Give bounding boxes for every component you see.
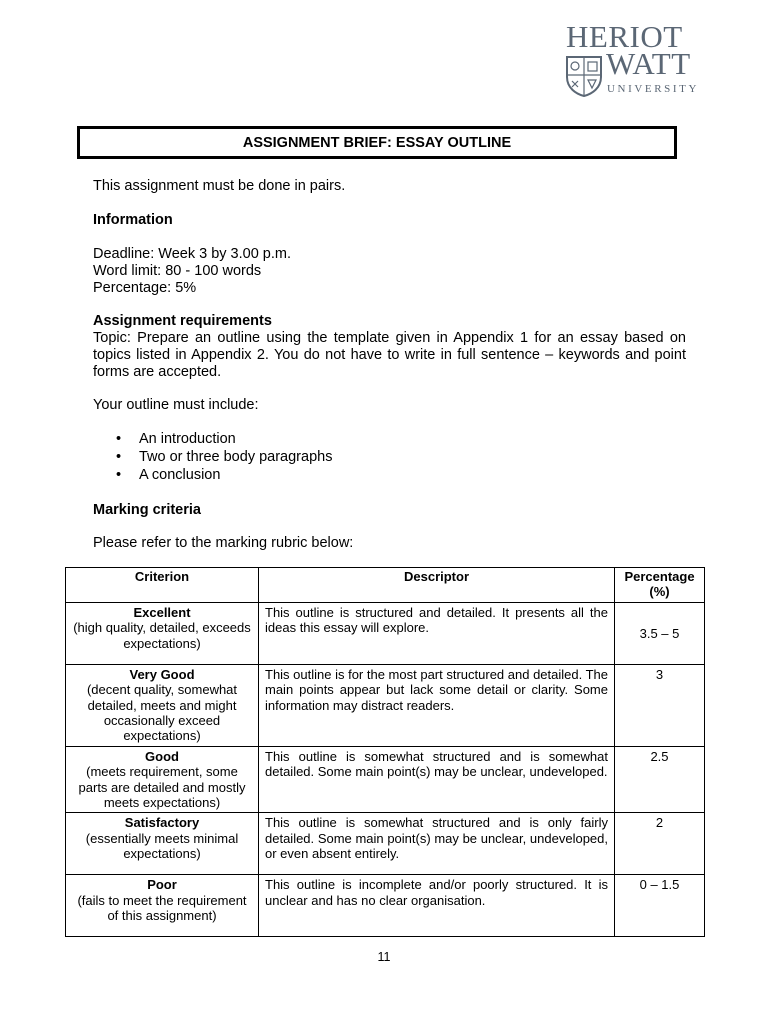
table-header-row [66, 568, 705, 603]
descriptor-cell: This outline is somewhat structured and is somewhat detailed. Some main point(s) may be unclear, undeveloped. [259, 746, 615, 813]
university-logo [562, 19, 722, 102]
criterion-cell [66, 602, 259, 664]
percentage-cell: 0 – 1.5 [615, 875, 705, 937]
criterion-cell [66, 813, 259, 875]
header-percentage: Percentage (%) [615, 568, 705, 603]
intro-text: This assignment must be done in pairs. [93, 178, 346, 194]
criterion-detail: (decent quality, somewhat detailed, meets and might occasionally exceed expectations) [86, 682, 238, 744]
criterion-cell [66, 664, 259, 746]
table-row [66, 813, 705, 875]
topic-text: Topic: Prepare an outline using the template given in Appendix 1 for an essay based on topics listed in Appendix 2. You do not have to write in full sentence – keywords and point forms are accepted. [93, 330, 686, 380]
table-row [66, 746, 705, 813]
word-limit-text: Word limit: 80 - 100 words [93, 263, 262, 279]
criterion-name: Good [145, 748, 179, 764]
criterion-name: Satisfactory [124, 815, 200, 831]
percentage-cell: 2 [615, 813, 705, 875]
criterion-detail: (fails to meet the requirement of this assignment) [77, 892, 247, 924]
criterion-detail: (essentially meets minimal expectations) [85, 830, 239, 862]
percentage-cell: 2.5 [615, 746, 705, 813]
marking-intro-text: Please refer to the marking rubric below: [93, 535, 354, 551]
logo-text-heriot: HERIOT [566, 19, 683, 54]
criterion-cell [66, 875, 259, 937]
logo-text-university: UNIVERSITY [607, 83, 699, 95]
marking-rubric-table [65, 567, 705, 937]
criterion-detail: (meets requirement, some parts are detailed and mostly meets expectations) [78, 764, 246, 811]
table-row [66, 875, 705, 937]
criterion-name: Poor [147, 877, 177, 893]
list-item: • An introduction [116, 430, 332, 448]
descriptor-cell: This outline is structured and detailed. It presents all the ideas this essay will explore. [259, 602, 615, 664]
logo-text-watt: WATT [606, 46, 691, 81]
descriptor-cell: This outline is for the most part structured and detailed. The main points appear but lack some detail or clarity. Some information may distract readers. [259, 664, 615, 746]
must-include-text: Your outline must include: [93, 397, 259, 413]
page-number: 11 [377, 950, 391, 964]
requirements-list [116, 430, 332, 484]
percentage-text: Percentage: 5% [93, 280, 197, 296]
percentage-cell: 3.5 – 5 [615, 602, 705, 664]
crest-icon [565, 55, 603, 97]
percentage-cell: 3 [615, 664, 705, 746]
criterion-name: Very Good [129, 666, 195, 682]
list-item: • A conclusion [116, 466, 332, 484]
header-criterion: Criterion [66, 568, 259, 603]
information-heading: Information [93, 212, 173, 228]
table-row [66, 602, 705, 664]
descriptor-cell: This outline is incomplete and/or poorly structured. It is unclear and has no clear organisation. [259, 875, 615, 937]
table-row [66, 664, 705, 746]
deadline-text: Deadline: Week 3 by 3.00 p.m. [93, 246, 292, 262]
header-descriptor: Descriptor [259, 568, 615, 603]
descriptor-cell: This outline is somewhat structured and is only fairly detailed. Some main point(s) may be unclear, undeveloped, or even absent entirely. [259, 813, 615, 875]
list-item: • Two or three body paragraphs [116, 448, 332, 466]
criterion-detail: (high quality, detailed, exceeds expectations) [73, 620, 251, 651]
criterion-cell [66, 746, 259, 813]
criterion-name: Excellent [133, 604, 191, 620]
page-title: ASSIGNMENT BRIEF: ESSAY OUTLINE [77, 126, 677, 159]
marking-heading: Marking criteria [93, 502, 201, 518]
requirements-heading: Assignment requirements [93, 313, 272, 329]
